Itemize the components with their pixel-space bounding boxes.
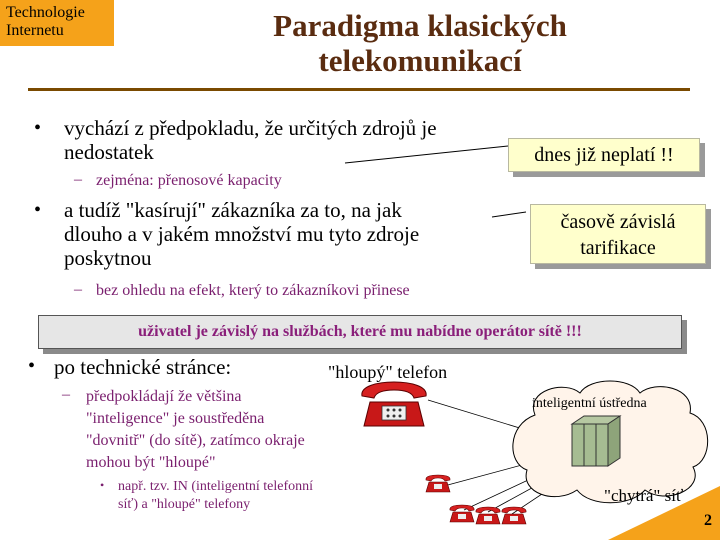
- bullet-2-line-2: dlouho a v jakém množství mu tyto zdroje: [64, 222, 420, 246]
- bullet-dot-2: •: [34, 199, 42, 221]
- dependency-banner: uživatel je závislý na službách, které mu nabídne operátor sítě !!!: [38, 315, 682, 349]
- small-phone-icon: [424, 474, 452, 494]
- bullet-dot-1: •: [34, 117, 42, 139]
- bullet-3-subsub: [118, 478, 388, 514]
- bullet-3-sub-line-2: "inteligence" je soustředěna: [86, 410, 265, 427]
- bullet-3-subsub-line-2: síť) a "hloupé" telefony: [118, 497, 251, 512]
- bullet-dot-3: •: [28, 355, 36, 377]
- callout-time-tariff: [530, 204, 706, 264]
- title-line-2: telekomunikací: [318, 43, 522, 78]
- exchange-icon: [566, 412, 622, 468]
- callout-1-text: dnes již neplatí !!: [534, 144, 674, 166]
- bullet-3-sub: [86, 386, 376, 474]
- callout-2-line-1: časově závislá: [560, 211, 676, 233]
- bullet-3-sub-line-4: mohou být "hloupé": [86, 454, 216, 471]
- small-phone-icon: [474, 506, 502, 526]
- dash-3: –: [62, 386, 70, 403]
- bullet-1: [64, 116, 504, 164]
- bullet-2-line-1: a tudíž "kasírují" zákazníka za to, na jak: [64, 198, 402, 222]
- dumb-phone-icon: [358, 380, 430, 432]
- exchange-label: inteligentní ústředna: [532, 396, 647, 411]
- bullet-2-line-3: poskytnou: [64, 246, 152, 270]
- title-line-1: Paradigma klasických: [273, 8, 567, 43]
- small-phone-icon: [448, 504, 476, 524]
- small-phone-icon: [500, 506, 528, 526]
- bullet-3: po technické stránce:: [54, 355, 232, 379]
- smart-network-label: "chytrá" síť: [604, 486, 684, 505]
- bullet-2-sub: bez ohledu na efekt, který to zákazníkovi přinese: [96, 282, 410, 299]
- bullet-2: [64, 198, 504, 270]
- callout-no-longer-valid: [508, 138, 700, 172]
- bullet-3-sub-line-1: předpokládají že většina: [86, 388, 242, 405]
- corner-line-1: Technologie: [6, 4, 85, 21]
- dash-1: –: [74, 171, 82, 188]
- bullet-1-line-2: nedostatek: [64, 140, 154, 164]
- bullet-1-sub: zejména: přenosové kapacity: [96, 172, 282, 189]
- bullet-1-line-1: vychází z předpokladu, že určitých zdrojů je: [64, 116, 437, 140]
- bullet-3-subsub-line-1: např. tzv. IN (inteligentní telefonní: [118, 479, 314, 494]
- bullet-3-sub-line-3: "dovnitř" (do sítě), zatímco okraje: [86, 432, 305, 449]
- page-number: 2: [704, 512, 712, 529]
- callout-2-line-2: tarifikace: [580, 237, 656, 259]
- dumb-phone-label: "hloupý" telefon: [328, 362, 448, 382]
- dash-2: –: [74, 281, 82, 298]
- sub-sub-dot: •: [100, 478, 105, 492]
- corner-line-2: Internetu: [6, 22, 64, 39]
